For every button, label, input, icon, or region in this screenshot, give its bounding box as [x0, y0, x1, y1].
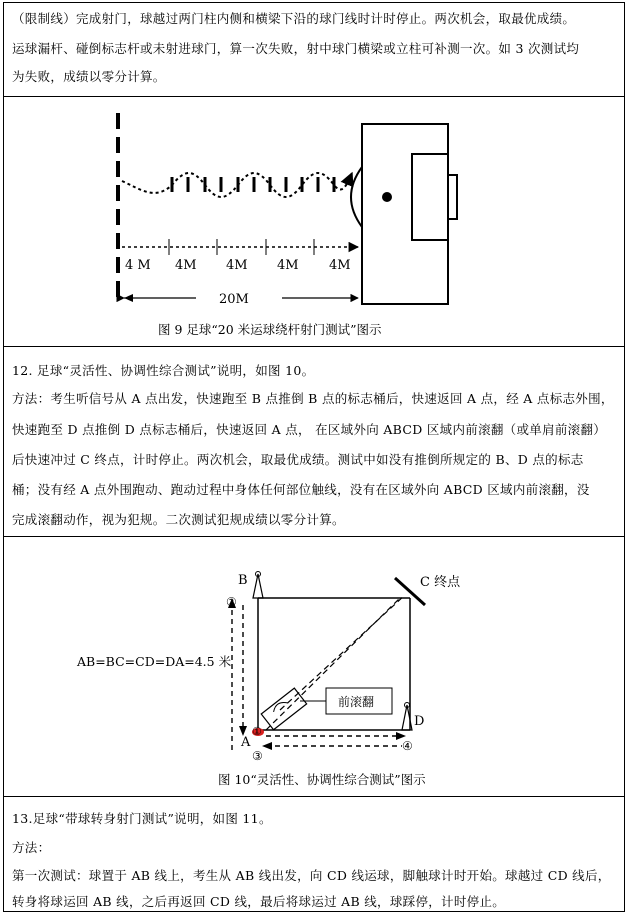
- distance-label-3: 4M: [226, 258, 248, 273]
- total-distance-label: 20M: [219, 292, 249, 307]
- figure9-diagram: [0, 97, 630, 327]
- section1-line-3: 为失败，成绩以零分计算。: [12, 69, 166, 84]
- section12-line-2: 快速跑至 D 点推倒 D 点标志桶后，快速返回 A 点， 在区域外向 ABCD 区域内前滚翻（或单肩前滚翻）: [12, 422, 607, 437]
- section12-line-1: 方法：考生听信号从 A 点出发，快速跑至 B 点推倒 B 点的标志桶后，快速返回 A 点，经 A 点标志外围，: [12, 391, 614, 406]
- label-a: A: [241, 735, 251, 750]
- roll-callout-label: 前滚翻: [338, 695, 375, 709]
- circle-2: ②: [226, 595, 237, 609]
- circle-4: ④: [402, 739, 413, 753]
- penalty-box: [362, 124, 448, 304]
- goal-area: [412, 154, 448, 240]
- distance-label-2: 4M: [175, 258, 197, 273]
- distance-label-4: 4M: [277, 258, 299, 273]
- penalty-arc: [351, 167, 362, 227]
- circle-1: ①: [252, 725, 262, 738]
- figure10-caption: 图 10“灵活性、协调性综合测试”图示: [218, 772, 426, 787]
- section12-line-5: 完成滚翻动作，视为犯规。二次测试犯规成绩以零分计算。: [12, 512, 345, 527]
- circle-3: ③: [252, 749, 263, 763]
- label-d: D: [414, 714, 425, 729]
- figure10-diagram: [0, 560, 630, 790]
- divider-2: [3, 346, 625, 347]
- section13-line-1: 第一次测试：球置于 AB 线上，考生从 AB 线出发，向 CD 线运球，脚触球计时开始。球越过 CD 线后，: [12, 868, 611, 883]
- label-c: C 终点: [420, 575, 461, 590]
- section1-line-1: （限制线）完成射门，球越过两门柱内侧和横梁下沿的球门线时计时停止。两次机会，取最优成绩。: [12, 11, 576, 26]
- distance-label-5: 4M: [329, 258, 351, 273]
- section13-heading: 13.足球“带球转身射门测试”说明，如图 11。: [12, 811, 272, 826]
- distance-label-1: 4 M: [125, 258, 151, 273]
- goal: [448, 175, 457, 219]
- section13-line-2: 转身将球运回 AB 线，之后再返回 CD 线，最后将球运过 AB 线，球踩停，计时停止。: [12, 894, 506, 909]
- section12-line-3: 后快速冲过 C 终点，计时停止。两次机会，取最优成绩。测试中如没有推倒所规定的 B、D 点的标志: [12, 452, 584, 467]
- divider-3: [3, 536, 625, 537]
- roll-mat: [261, 688, 306, 730]
- section1-line-2: 运球漏杆、碰倒标志杆或未射进球门，算一次失败，射中球门横梁或立柱可补测一次。如 3 次测试均: [12, 41, 580, 56]
- penalty-spot: [382, 192, 392, 202]
- section12-line-4: 桶；没有经 A 点外围跑动、跑动过程中身体任何部位触线，没有在区域外向 ABCD 区域内前滚翻，没: [12, 482, 590, 497]
- figure9-caption: 图 9 足球“20 米运球绕杆射门测试”图示: [158, 322, 382, 337]
- poles: [172, 177, 334, 192]
- side-length-label: AB=BC=CD=DA=4.5 米: [77, 654, 232, 669]
- section13-method: 方法：: [12, 840, 51, 855]
- label-b: B: [238, 573, 248, 588]
- section12-heading: 12. 足球“灵活性、协调性综合测试”说明，如图 10。: [12, 363, 315, 378]
- cone-b: [253, 574, 263, 598]
- divider-4: [3, 796, 625, 797]
